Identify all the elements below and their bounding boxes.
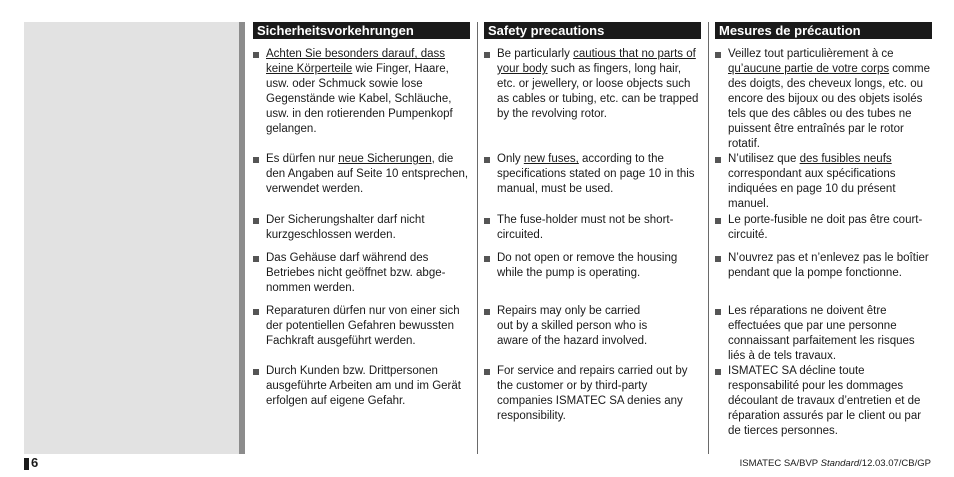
item-text: Reparaturen dürfen nur von einer sich der potentiellen Gefahren bewussten Fachkraft ausgeführt werden. [266,305,460,347]
document-footer [740,458,931,469]
list-item [715,251,932,281]
list-item [253,251,470,296]
item-text: Only [497,153,524,165]
column-title: Safety precautions [484,22,701,39]
list-item [715,364,932,439]
item-text: The fuse-holder must not be shortcircuited. [497,214,674,241]
item-text: , die den Angaben auf Seite 10 entsprechen, verwendet werden. [266,153,469,195]
list-item [715,47,932,152]
margin-panel [24,22,239,454]
bullet-square-icon [484,256,490,262]
emphasis-text: qu’aucune partie de votre corps [728,63,890,75]
column-french [715,22,932,437]
column-title: Mesures de précaution [715,22,932,39]
page-number-marker [24,458,29,470]
bullet-square-icon [253,218,259,224]
bullet-square-icon [715,52,721,58]
item-text: wie Finger, Haare, usw. oder Schmuck sowie lose Gegenstände wie Kabel, Schläuche, usw. in den rotierenden Pumpenkopf gelangen. [266,63,453,135]
bullet-square-icon [715,309,721,315]
item-text: comme des doigts, des cheveux longs, etc. ou encore des bijoux ou des objets isolés tels que des câbles ou des tubes ne puissent être entraînés par le rotor rotatif. [728,63,931,150]
list-item [484,152,701,197]
page-number: 6 [31,455,39,470]
bullet-square-icon [484,218,490,224]
item-text: Be particularly [497,48,574,60]
bullet-square-icon [253,309,259,315]
item-text: Do not open or remove the housing while the pump is operating. [497,252,678,279]
emphasis-text: cautious that no parts of your body [497,48,696,75]
item-text: Repairs may only be carried out by a skilled person who is aware of the hazard involved. [497,305,648,347]
item-text: Les réparations ne doivent être effectuées que par une personne connaissant parfaitement les risques liés à de tels travaux. [728,305,915,362]
margin-bar [239,22,245,454]
list-item [484,213,701,243]
list-item [253,47,470,137]
bullet-square-icon [484,369,490,375]
bullet-square-icon [715,256,721,262]
list-item [484,304,649,349]
emphasis-text: new fuses, [523,153,579,165]
item-text: according to the specifications stated on page 10 in this manual, must be used. [497,153,695,195]
bullet-square-icon [253,256,259,262]
list-item [484,47,701,122]
bullet-square-icon [253,157,259,163]
footer-italic-text: Standard [820,458,860,469]
list-item [253,213,470,243]
column-german [253,22,470,407]
item-text: Der Sicherungshalter darf nicht kurzgeschlossen werden. [266,214,425,241]
item-text: N’ouvrez pas et n’enlevez pas le boîtier pendant que la pompe fonctionne. [728,252,929,279]
item-text: Durch Kunden bzw. Drittpersonen ausgeführte Arbeiten am und im Gerät erfolgen auf eigene Gefahr. [266,365,461,407]
list-item [253,304,470,349]
list-item [715,152,932,212]
list-item [484,364,701,424]
item-text: N’utilisez que [728,153,800,165]
list-item [253,152,470,197]
emphasis-text: Achten Sie besonders darauf, dass keine Körperteile [266,48,446,75]
bullet-square-icon [253,369,259,375]
column-title: Sicherheitsvorkehrungen [253,22,470,39]
list-item [715,213,932,243]
bullet-square-icon [253,52,259,58]
item-text: correspondant aux spécifications indiquées en page 10 du présent manuel. [728,168,896,210]
column-divider [708,22,709,454]
item-text: Das Gehäuse darf während des Betriebes nicht geöffnet bzw. abgenommen werden. [266,252,446,294]
bullet-square-icon [715,218,721,224]
list-item [484,251,701,281]
bullet-square-icon [484,52,490,58]
column-divider [477,22,478,454]
emphasis-text: des fusibles neufs [799,153,892,165]
emphasis-text: neue Sicherungen [338,153,432,165]
bullet-square-icon [715,157,721,163]
bullet-square-icon [484,309,490,315]
item-text: For service and repairs carried out by the customer or by third-party companies ISMATEC SA denies any responsibility. [497,365,688,422]
item-text: Es dürfen nur [266,153,339,165]
item-text: Veillez tout particulièrement à ce [728,48,894,60]
bullet-square-icon [484,157,490,163]
bullet-square-icon [715,369,721,375]
list-item [253,364,470,409]
column-english [484,22,701,422]
footer-text: ISMATEC SA/BVP [739,458,821,469]
footer-text: /12.03.07/CB/GP [859,458,931,469]
item-text: such as fingers, long hair, etc. or jewellery, or loose objects such as cables or tubing, etc. can be trapped by the revolving rotor. [497,63,699,120]
list-item [715,304,932,364]
item-text: ISMATEC SA décline toute responsabilité pour les dommages découlant de travaux d’entretien et de réparation assurés par le client ou par de tierces personnes. [728,365,922,437]
item-text: Le porte-fusible ne doit pas être court-circuité. [728,214,923,241]
